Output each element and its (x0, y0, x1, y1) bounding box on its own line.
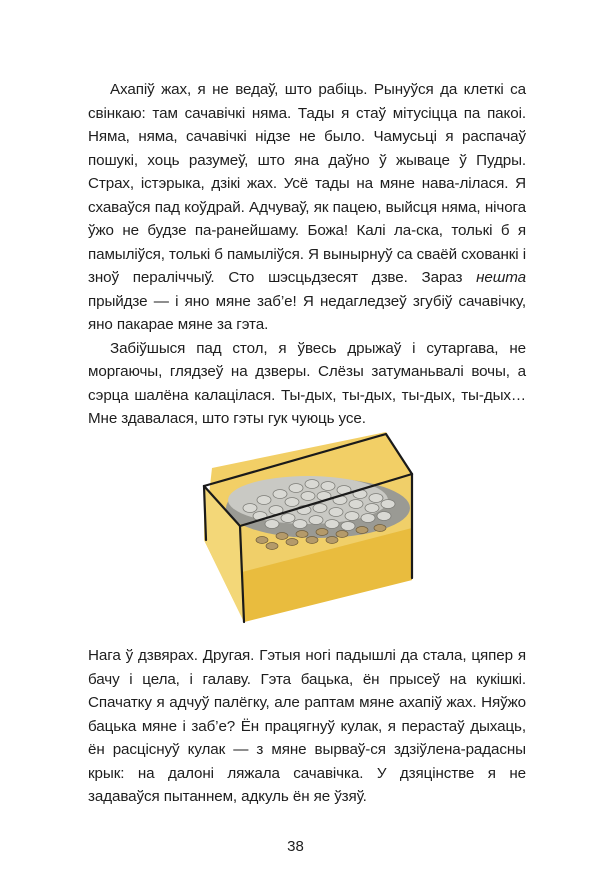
text-line: а сэрца шалёна калацілася. Ты-дых, ты-дых, ты-дых, ты- (88, 363, 526, 404)
text-line: ска, толькі б я памыліўся, толькі б памыліўся. Я вынырнуў (88, 222, 527, 263)
text-line: пакоі. Няма, няма, сачавічкі нідзе не было. Чамусьці я (88, 104, 526, 145)
text-line: са сваёй схованкі і зноў пераліччыў. Сто шэсцьдзесят дзве. (88, 245, 526, 286)
text-line: Забіўшыся пад стол, я ўвесь дрыжаў і сутаргава, не (110, 339, 526, 357)
text-line: дых… Мне здавалася, што гэты гук чуюць усе. (88, 386, 526, 427)
text-line: са свінкаю: там сачавічкі няма. Тады я стаў мітусіцца па (88, 81, 527, 122)
text-line: Зараз (421, 269, 477, 286)
text-line: згубіў сачавічку, яно пакарае мяне за гэта. (88, 292, 527, 333)
text-line: ў Пудры. Страх, істэрыка, дзікі жах. Усё тады на мяне нава- (88, 151, 527, 192)
text-line: У дзяцінстве я не задаваўся пытаннем, адкуль ён яе ўзяў. (88, 764, 526, 805)
paragraph-2 (88, 337, 526, 431)
text-line: няма, нічога ўжо не будзе па-ранейшаму. Божа! Калі ла- (88, 198, 527, 239)
text-line: перастаў дыхаць, ён расціснуў кулак — з мяне вырваў- (88, 717, 526, 758)
italic-word: нешта (476, 269, 526, 286)
text-line: прыйдзе — і яно мяне заб’е! Я недагледзеў (88, 292, 407, 310)
text-block-bottom (88, 644, 526, 809)
page-number: 38 (287, 838, 304, 855)
text-line: распачаў пошукі, хоць разумеў, што яна даўно ў жываце (88, 128, 527, 169)
text-line: ся здзіўлена-радасны крык: на далоні ляжала сачавічка. (88, 741, 526, 782)
text-line: Нага ў дзвярах. Другая. Гэтыя ногі падышлі да стала, (88, 647, 467, 664)
text-line: Ахапіў жах, я не ведаў, што рабіць. Рынуўся да клеткі (110, 81, 504, 98)
text-line: цяпер я бачу і цела, і галаву. Гэта бацька, ён прысеў на (88, 647, 526, 688)
paragraph-1 (88, 78, 526, 337)
text-line: жах. Няўжо бацька мяне і заб’е? Ён працягнуў кулак, я (88, 694, 527, 735)
text-line: моргаючы, глядзеў на дзверы. Слёзы затуманьвалі вочы, (88, 363, 510, 380)
lentil-box-illustration (190, 432, 422, 628)
paragraph-3 (88, 644, 526, 809)
text-line: кукішкі. Спачатку я адчуў палёгку, але раптам мяне ахапіў (88, 670, 526, 711)
text-block-top (88, 78, 526, 431)
text-line: лілася. Я схаваўся пад коўдрай. Адчуваў, як пацею, выйсця (88, 175, 526, 216)
